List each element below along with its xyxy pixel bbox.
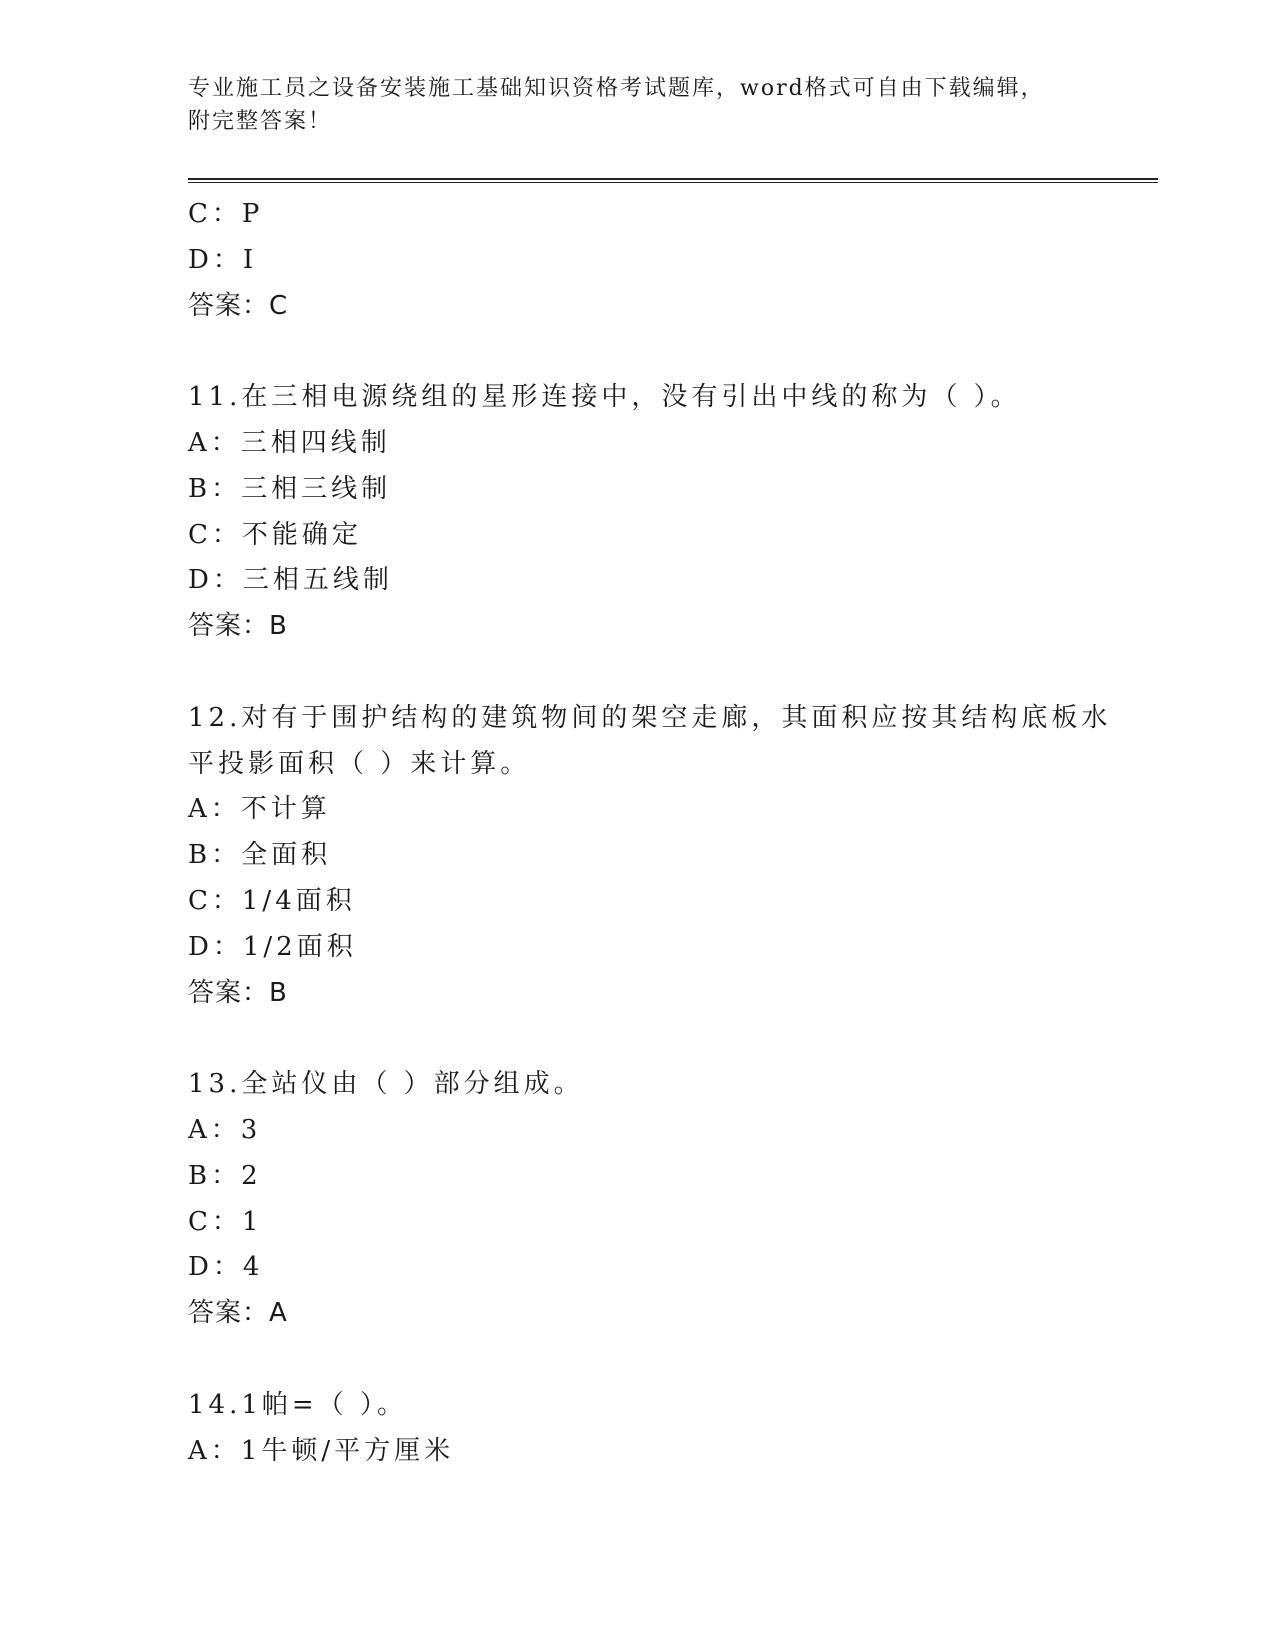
question-10-partial	[188, 192, 1158, 329]
question-12	[188, 696, 1158, 1017]
question-14	[188, 1383, 1158, 1475]
question-title: 13.全站仪由（ ）部分组成。	[188, 1069, 584, 1100]
question-list	[188, 192, 1158, 1474]
option-d: D：三相五线制	[188, 565, 393, 596]
answer-text: 答案：B	[188, 977, 288, 1008]
option-a: A：不计算	[188, 794, 331, 825]
answer-text: 答案：B	[188, 611, 288, 642]
header-line-2: 附完整答案！	[188, 109, 333, 134]
option-c: C：P	[188, 199, 264, 229]
option-a: A：3	[188, 1114, 262, 1145]
spacer	[188, 650, 1158, 696]
option-c: C：1/4面积	[188, 885, 356, 916]
option-d: D：4	[188, 1252, 264, 1283]
option-b: B：2	[188, 1160, 262, 1191]
option-d: D：I	[188, 244, 258, 275]
header-divider	[188, 178, 1158, 183]
spacer	[188, 329, 1158, 375]
option-c: C：不能确定	[188, 519, 362, 550]
option-b: B：三相三线制	[188, 473, 392, 504]
answer-text: 答案：A	[188, 1298, 288, 1329]
question-title: 14.1帕=（ ）。	[188, 1389, 407, 1420]
question-13	[188, 1062, 1158, 1337]
option-b: B：全面积	[188, 840, 332, 871]
question-title-line-1: 12.对有于围护结构的建筑物间的架空走廊，其面积应按其结构底板水	[188, 702, 1112, 733]
spacer	[188, 1016, 1158, 1062]
question-title: 11.在三相电源绕组的星形连接中，没有引出中线的称为（ ）。	[188, 382, 1021, 413]
spacer	[188, 1337, 1158, 1383]
option-c: C：1	[188, 1206, 263, 1237]
option-a: A：1牛顿/平方厘米	[188, 1435, 455, 1466]
document-header	[188, 72, 1088, 138]
option-a: A：三相四线制	[188, 427, 391, 458]
option-d: D：1/2面积	[188, 931, 357, 962]
answer-text: 答案：C	[188, 290, 289, 321]
question-11	[188, 375, 1158, 650]
question-title-line-2: 平投影面积（ ）来计算。	[188, 748, 531, 779]
header-line-1: 专业施工员之设备安装施工基础知识资格考试题库，word格式可自由下载编辑，	[188, 76, 1045, 101]
